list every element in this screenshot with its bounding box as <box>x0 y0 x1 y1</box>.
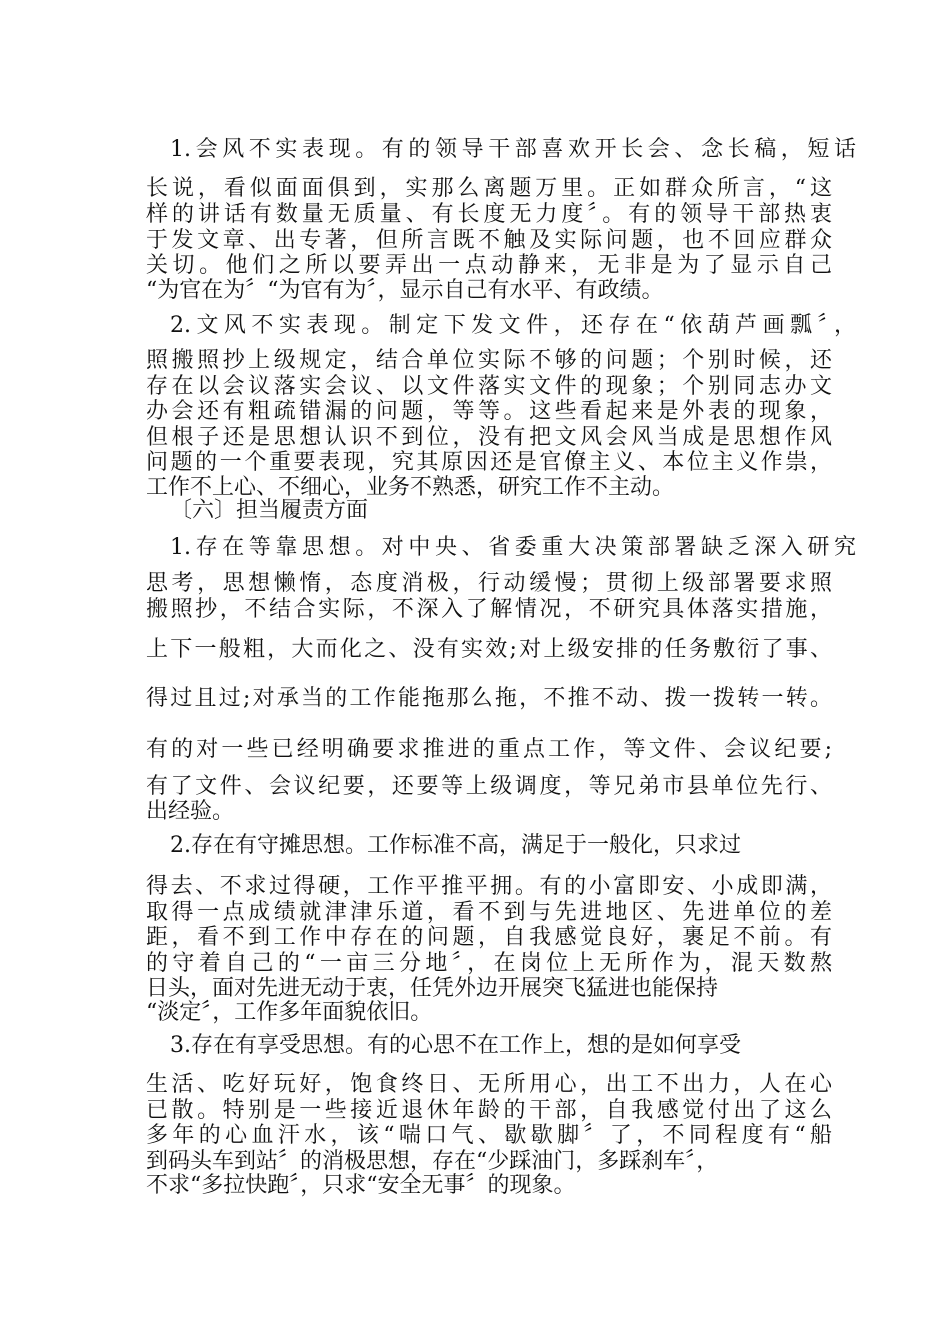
paragraph-3-line-4: 上下一般粗，大而化之、没有实效;对上级安排的任务敷衍了事、 <box>146 637 832 662</box>
paragraph-2-line-5: 但根子还是思想认识不到位，没有把文风会风当成是思想作风 <box>146 425 832 450</box>
paragraph-4-line-7: “淡定〞，工作多年面貌依旧。 <box>146 1000 433 1025</box>
paragraph-3-line-3: 搬照抄，不结合实际，不深入了解情况，不研究具体落实措施， <box>146 597 832 622</box>
paragraph-3-line-7: 有了文件、会议纪要，还要等上级调度，等兄弟市县单位先行、 <box>146 774 832 799</box>
paragraph-4-line-4: 距，看不到工作中存在的问题，自我感觉良好，裹足不前。有 <box>146 925 832 950</box>
paragraph-5-line-6: 不求“多拉快跑〞，只求“安全无事〞的现象。 <box>146 1173 576 1198</box>
paragraph-3-line-6: 有的对一些已经明确要求推进的重点工作，等文件、会议纪要; <box>146 737 832 762</box>
paragraph-4-line-6: 日头，面对先进无动于衷，任凭外边开展突飞猛进也能保持 <box>146 976 719 1001</box>
paragraph-3-line-2: 思考，思想懒惰，态度消极，行动缓慢；贯彻上级部署要求照 <box>146 571 832 596</box>
paragraph-2-line-2: 照搬照抄上级规定，结合单位实际不够的问题；个别时候，还 <box>146 348 832 373</box>
paragraph-5-line-4: 多年的心血汗水，该“喘口气、歇歇脚〞了，不同程度有“船 <box>146 1123 832 1148</box>
paragraph-2-line-6: 问题的一个重要表现，究其原因还是官僚主义、本位主义作祟， <box>146 450 832 475</box>
paragraph-3-line-5: 得过且过;对承当的工作能拖那么拖，不推不动、拨一拨转一转。 <box>146 686 832 711</box>
paragraph-3-line-1: 1.存在等靠思想。对中央、省委重大决策部署缺乏深入研究 <box>170 535 856 560</box>
paragraph-1-line-1: 1.会风不实表现。有的领导干部喜欢开长会、念长稿，短话 <box>170 137 856 162</box>
paragraph-4-line-5: 的守着自己的“一亩三分地〞，在岗位上无所作为，混天数熬 <box>146 951 832 976</box>
paragraph-1-line-6: “为官在为〞“为官有为〞，显示自己有水平、有政绩。 <box>146 278 664 303</box>
section-heading: 〔六〕担当履责方面 <box>170 498 369 523</box>
paragraph-5-line-2: 生活、吃好玩好，饱食终日、无所用心，出工不出力，人在心 <box>146 1072 832 1097</box>
paragraph-2-line-7: 工作不上心、不细心，业务不熟悉，研究工作不主动。 <box>146 475 675 500</box>
paragraph-2-line-3: 存在以会议落实会议、以文件落实文件的现象；个别同志办文 <box>146 374 832 399</box>
paragraph-4-line-3: 取得一点成绩就津津乐道，看不到与先进地区、先进单位的差 <box>146 900 832 925</box>
paragraph-1-line-4: 于发文章、出专著，但所言既不触及实际问题，也不回应群众 <box>146 228 832 253</box>
paragraph-2-line-4: 办会还有粗疏错漏的问题，等等。这些看起来是外表的现象， <box>146 399 832 424</box>
paragraph-1-line-3: 样的讲话有数量无质量、有长度无力度〞。有的领导干部热衷 <box>146 202 832 227</box>
paragraph-1-line-2: 长说，看似面面俱到，实那么离题万里。正如群众所言，“这 <box>146 176 832 201</box>
paragraph-5-line-3: 已散。特别是一些接近退休年龄的干部，自我感觉付出了这么 <box>146 1098 832 1123</box>
paragraph-3-line-8: 出经验。 <box>146 799 235 824</box>
paragraph-4-line-2: 得去、不求过得硬，工作平推平拥。有的小富即安、小成即满， <box>146 874 832 899</box>
paragraph-2-line-1: 2.文风不实表现。制定下发文件，还存在“依葫芦画瓢〞， <box>170 313 856 338</box>
paragraph-4-line-1: 2.存在有守摊思想。工作标准不高，满足于一般化，只求过 <box>170 833 741 858</box>
paragraph-5-line-5: 到码头车到站〞的消极思想，存在“少踩油门，多踩刹车〞， <box>146 1149 719 1174</box>
paragraph-5-line-1: 3.存在有享受思想。有的心思不在工作上，想的是如何享受 <box>170 1033 741 1058</box>
paragraph-1-line-5: 关切。他们之所以要弄出一点动静来，无非是为了显示自己 <box>146 253 832 278</box>
